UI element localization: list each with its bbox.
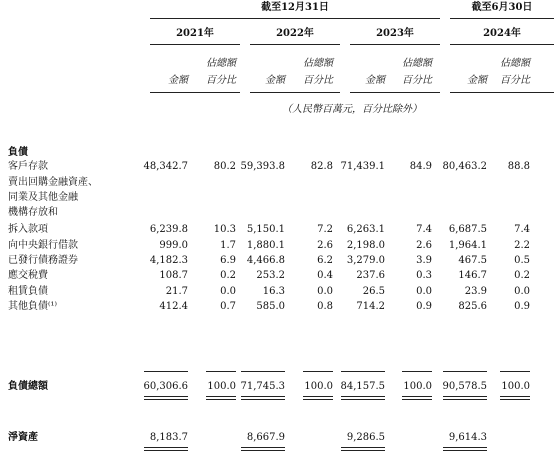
section-title: 負債: [8, 147, 28, 158]
table-row-percent: 0.4: [317, 270, 333, 281]
total-double-rule: [303, 396, 333, 400]
col-pct-header-line2: 百分比: [206, 75, 236, 86]
net-assets-double-rule: [443, 447, 487, 451]
table-row-percent: 1.7: [220, 240, 236, 251]
total-row-amount: 71,745.3: [240, 381, 285, 392]
table-row-amount: 6,263.1: [346, 224, 385, 235]
table-row-amount: 4,466.8: [246, 255, 285, 266]
total-double-rule: [500, 396, 530, 400]
table-row-label: 同業及其他金融: [8, 192, 78, 203]
table-row-percent: 80.2: [213, 161, 236, 172]
table-row-percent: 0.3: [416, 270, 432, 281]
group-header-dec31: 截至12月31日: [261, 2, 329, 13]
net-assets-double-rule: [341, 447, 385, 451]
table-row-percent: 82.8: [310, 161, 333, 172]
total-row-percent: 100.0: [403, 381, 432, 392]
table-row-percent: 6.2: [317, 255, 333, 266]
year-2021: 2021年: [176, 28, 214, 39]
table-row-percent: 7.2: [317, 224, 333, 235]
header-bottom-rule: [350, 92, 440, 93]
total-row-amount: 90,578.5: [442, 381, 487, 392]
table-row-amount: 4,182.3: [149, 255, 188, 266]
net-assets-row-amount: 8,183.7: [149, 432, 188, 443]
group-rule-dec31: [150, 18, 440, 19]
net-assets-double-rule: [241, 447, 285, 451]
header-bottom-rule: [450, 92, 554, 93]
table-row-amount: 825.6: [458, 301, 487, 312]
net-assets-row-amount: 9,286.5: [346, 432, 385, 443]
table-row-amount: 146.7: [458, 270, 487, 281]
col-amount-header: 金額: [168, 75, 188, 86]
table-row-amount: 80,463.2: [442, 161, 487, 172]
table-row-percent: 0.9: [514, 301, 530, 312]
year-rule-2022: [250, 44, 340, 45]
total-double-rule: [341, 396, 385, 400]
table-row-amount: 108.7: [159, 270, 188, 281]
table-row-amount: 16.3: [262, 286, 285, 297]
table-row-percent: 0.5: [514, 255, 530, 266]
table-row-percent: 0.0: [317, 286, 333, 297]
table-row-percent: 2.6: [317, 240, 333, 251]
year-2024: 2024年: [483, 28, 521, 39]
table-row-percent: 10.3: [213, 224, 236, 235]
net-assets-double-rule: [144, 447, 188, 451]
table-row-percent: 6.9: [220, 255, 236, 266]
table-row-amount: 2,198.0: [346, 240, 385, 251]
table-row-percent: 0.2: [220, 270, 236, 281]
total-double-rule: [206, 396, 236, 400]
table-row-amount: 3,279.0: [346, 255, 385, 266]
table-row-amount: 71,439.1: [340, 161, 385, 172]
table-row-label: 賣出回購金融資產、: [8, 177, 98, 188]
col-pct-header-line1: 佔總額: [402, 58, 432, 69]
total-double-rule: [144, 396, 188, 400]
subtotal-rule: [241, 371, 285, 372]
year-rule-2024: [450, 44, 554, 45]
subtotal-rule: [341, 371, 385, 372]
table-row-amount: 59,393.8: [240, 161, 285, 172]
table-row-percent: 7.4: [416, 224, 432, 235]
table-row-percent: 84.9: [409, 161, 432, 172]
subtotal-rule: [206, 371, 236, 372]
total-row-percent: 100.0: [501, 381, 530, 392]
year-rule-2021: [150, 44, 240, 45]
subtotal-rule: [443, 371, 487, 372]
table-row-percent: 2.6: [416, 240, 432, 251]
table-row-percent: 0.7: [220, 301, 236, 312]
table-row-amount: 999.0: [159, 240, 188, 251]
table-row-percent: 0.2: [514, 270, 530, 281]
table-row-amount: 6,687.5: [448, 224, 487, 235]
table-row-amount: 26.5: [362, 286, 385, 297]
table-row-amount: 237.6: [356, 270, 385, 281]
col-amount-header: 金額: [467, 75, 487, 86]
table-row-percent: 0.0: [416, 286, 432, 297]
table-row-percent: 3.9: [416, 255, 432, 266]
total-row-amount: 60,306.6: [143, 381, 188, 392]
total-double-rule: [443, 396, 487, 400]
table-row-label: 向中央銀行借款: [8, 240, 78, 251]
table-row-amount: 6,239.8: [149, 224, 188, 235]
table-row-percent: 88.8: [507, 161, 530, 172]
total-double-rule: [241, 396, 285, 400]
subtotal-rule: [144, 371, 188, 372]
year-rule-2023: [350, 44, 440, 45]
col-pct-header-line2: 百分比: [303, 75, 333, 86]
table-row-percent: 7.4: [514, 224, 530, 235]
year-2022: 2022年: [276, 28, 314, 39]
col-amount-header: 金額: [365, 75, 385, 86]
unit-note: （人民幣百萬元，百分比除外）: [282, 104, 422, 115]
table-row-amount: 467.5: [458, 255, 487, 266]
net-assets-row-amount: 8,667.9: [246, 432, 285, 443]
subtotal-rule: [500, 371, 530, 372]
total-double-rule: [402, 396, 432, 400]
col-pct-header-line1: 佔總額: [500, 58, 530, 69]
table-row-amount: 253.2: [256, 270, 285, 281]
col-pct-header-line2: 百分比: [500, 75, 530, 86]
table-row-amount: 1,880.1: [246, 240, 285, 251]
net-assets-row-amount: 9,614.3: [448, 432, 487, 443]
group-header-jun30: 截至6月30日: [471, 2, 533, 13]
table-row-percent: 0.9: [416, 301, 432, 312]
net-assets-row-label: 淨資產: [8, 432, 38, 443]
col-pct-header-line2: 百分比: [402, 75, 432, 86]
subtotal-rule: [303, 371, 333, 372]
table-row-label: 客戶存款: [8, 161, 48, 172]
table-row-amount: 48,342.7: [143, 161, 188, 172]
table-row-percent: 0.8: [317, 301, 333, 312]
table-row-amount: 714.2: [356, 301, 385, 312]
table-row-label: 已發行債務證券: [8, 255, 78, 266]
table-row-amount: 585.0: [256, 301, 285, 312]
table-row-label: 其他負債⁽¹⁾: [8, 301, 57, 312]
subtotal-rule: [402, 371, 432, 372]
table-row-amount: 21.7: [165, 286, 188, 297]
col-pct-header-line1: 佔總額: [206, 58, 236, 69]
col-amount-header: 金額: [265, 75, 285, 86]
table-row-amount: 412.4: [159, 301, 188, 312]
col-pct-header-line1: 佔總額: [303, 58, 333, 69]
table-row-label: 拆入款項: [8, 224, 48, 235]
table-row-percent: 2.2: [514, 240, 530, 251]
table-row-label: 租賃負債: [8, 286, 48, 297]
table-row-amount: 5,150.1: [246, 224, 285, 235]
table-row-amount: 1,964.1: [448, 240, 487, 251]
table-row-label: 機構存放和: [8, 207, 58, 218]
header-bottom-rule: [150, 92, 240, 93]
total-row-percent: 100.0: [207, 381, 236, 392]
table-row-percent: 0.0: [514, 286, 530, 297]
table-row-amount: 23.9: [464, 286, 487, 297]
total-row-amount: 84,157.5: [340, 381, 385, 392]
table-row-label: 應交稅費: [8, 270, 48, 281]
header-bottom-rule: [250, 92, 340, 93]
total-row-label: 負債總額: [8, 381, 48, 392]
group-rule-jun30: [450, 18, 554, 19]
total-row-percent: 100.0: [304, 381, 333, 392]
table-row-percent: 0.0: [220, 286, 236, 297]
year-2023: 2023年: [376, 28, 414, 39]
